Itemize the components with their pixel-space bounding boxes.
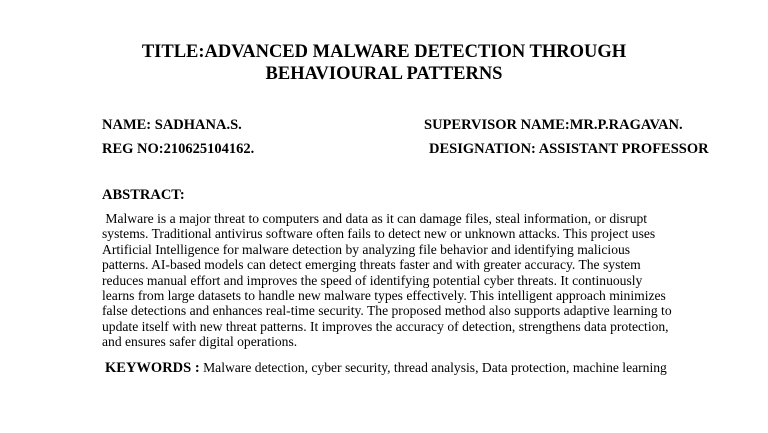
- document-title: [0, 41, 768, 85]
- keywords-text: Malware detection, cyber security, thread analysis, Data protection, machine learning: [199, 360, 667, 375]
- abstract-heading: ABSTRACT:: [102, 187, 185, 203]
- supervisor-name: SUPERVISOR NAME:MR.P.RAGAVAN.: [424, 117, 683, 133]
- abstract-line: systems. Traditional antivirus software often fails to detect new or unknown attacks. This project uses: [102, 226, 656, 242]
- abstract-line: reduces manual effort and improves the speed of identifying potential cyber threats. It continuously: [102, 272, 643, 288]
- abstract-line: learns from large datasets to handle new malware types effectively. This intelligent approach minimizes: [102, 288, 666, 304]
- abstract-body: [102, 211, 708, 350]
- student-reg-no: REG NO:210625104162.: [102, 141, 255, 157]
- abstract-line: update itself with new threat patterns. It improves the accuracy of detection, strengthens data protection,: [102, 318, 669, 334]
- keywords-label: KEYWORDS :: [105, 360, 200, 376]
- abstract-line: Malware is a major threat to computers and data as it can damage files, steal information, or disrupt: [102, 211, 648, 226]
- keywords: [105, 359, 667, 377]
- abstract-line: false detections and enhances real-time security. The proposed method also supports adaptive learning to: [102, 303, 672, 319]
- supervisor-designation: DESIGNATION: ASSISTANT PROFESSOR: [429, 141, 709, 157]
- title-line-2: BEHAVIOURAL PATTERNS: [265, 64, 503, 84]
- title-line-1: TITLE:ADVANCED MALWARE DETECTION THROUGH: [141, 42, 627, 62]
- abstract-line: and ensures safer digital operations.: [102, 334, 298, 350]
- abstract-line: patterns. AI-based models can detect emerging threats faster and with greater accuracy. The system: [102, 257, 641, 273]
- student-name: NAME: SADHANA.S.: [102, 117, 242, 133]
- abstract-line: Artificial Intelligence for malware detection by analyzing file behavior and identifying malicious: [102, 241, 631, 257]
